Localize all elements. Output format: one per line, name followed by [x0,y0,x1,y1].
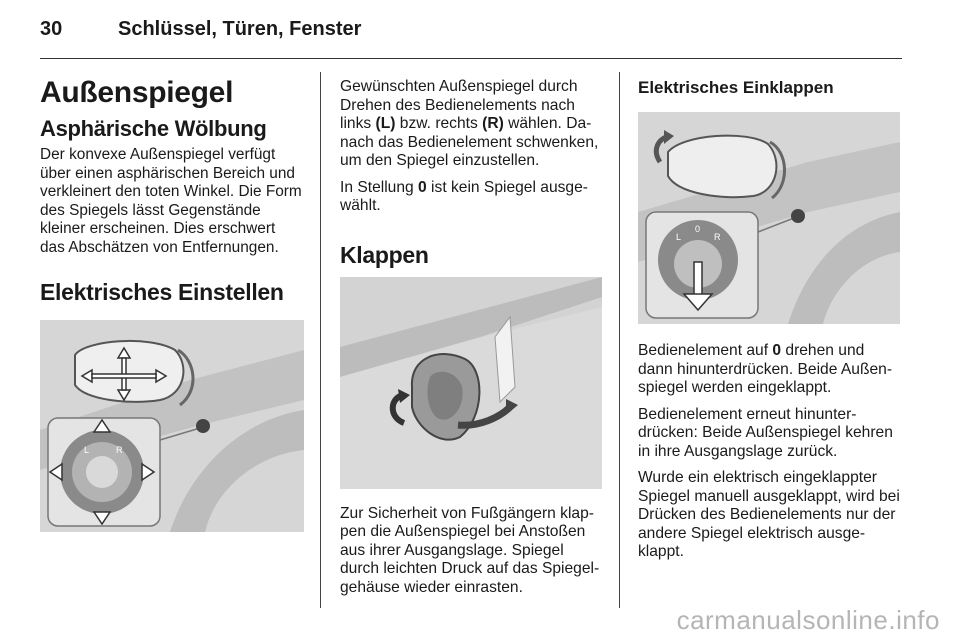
paragraph-folding-safety: Zur Sicherheit von Fußgängern klappen die Außenspiegel bei Anstoßen aus ihrer Ausgangslage. Spiegel durch leichten Druck auf das Spiegelgehäuse wieder einrasten. [340,504,600,596]
paragraph-fold-instruction: Bedienelement auf 0 drehen und dann hinunterdrücken. Beide Außenspiegel werden eingeklappt. [638,342,893,396]
knob-label-r-2: R [714,232,721,242]
column-3 [638,66,902,570]
figure-mirror-folding-illustration [340,277,602,489]
knob-label-r: R [116,445,123,455]
paragraph-select-mirror: Gewünschten Außenspiegel durch Drehen des Bedienelements nach links (L) bzw. rechts (R) wählen. Danach das Bedienelement schwenken, um den Spiegel einzustellen. [340,78,599,169]
subsection-folding: Klappen [340,241,429,268]
knob-label-l-2: L [676,232,682,242]
subsection-aspherical: Asphärische Wölbung [40,116,267,141]
column-1 [40,66,304,532]
column-divider-2 [619,72,620,608]
figure-mirror-adjust [40,320,304,532]
paragraph-aspherical: Der konvexe Außenspiegel verfügt über einen asphärischen Bereich und verkleinert den toten Winkel. Die Form des Spiegels lässt Gegenstände kleiner erscheinen. Dies erschwert das Abschätzen von Entfernungen. [40,146,302,256]
header-rule [40,58,902,59]
figure-electric-folding-illustration [638,112,900,324]
knob-label-l: L [84,445,90,455]
section-title: Außenspiegel [40,76,234,109]
paragraph-position-zero: In Stellung 0 ist kein Spiegel ausgewählt. [340,178,588,214]
figure-mirror-adjust-illustration [40,320,304,532]
figure-electric-folding [638,112,900,324]
figure-mirror-folding [340,277,602,489]
subsection-electric-adjust: Elektrisches Einstellen [40,279,284,305]
page-number: 30 [40,18,63,40]
paragraph-manual-unfold: Wurde ein elektrisch eingeklappter Spiegel manuell ausgeklappt, wird bei Drücken des Bedienelements nur der andere Spiegel elektrisch ausgeklappt. [638,469,900,560]
paragraph-unfold-instruction: Bedienelement erneut hinunterdrücken: Beide Außenspiegel kehren in ihre Ausgangslage zurück. [638,405,893,460]
column-divider-1 [320,72,321,608]
running-title: Schlüssel, Türen, Fenster [118,18,362,40]
subsection-electric-folding: Elektrisches Einklappen [638,78,834,97]
column-2 [340,66,602,605]
watermark: carmanualsonline.info [676,605,940,635]
knob-label-zero-2: 0 [695,224,701,234]
